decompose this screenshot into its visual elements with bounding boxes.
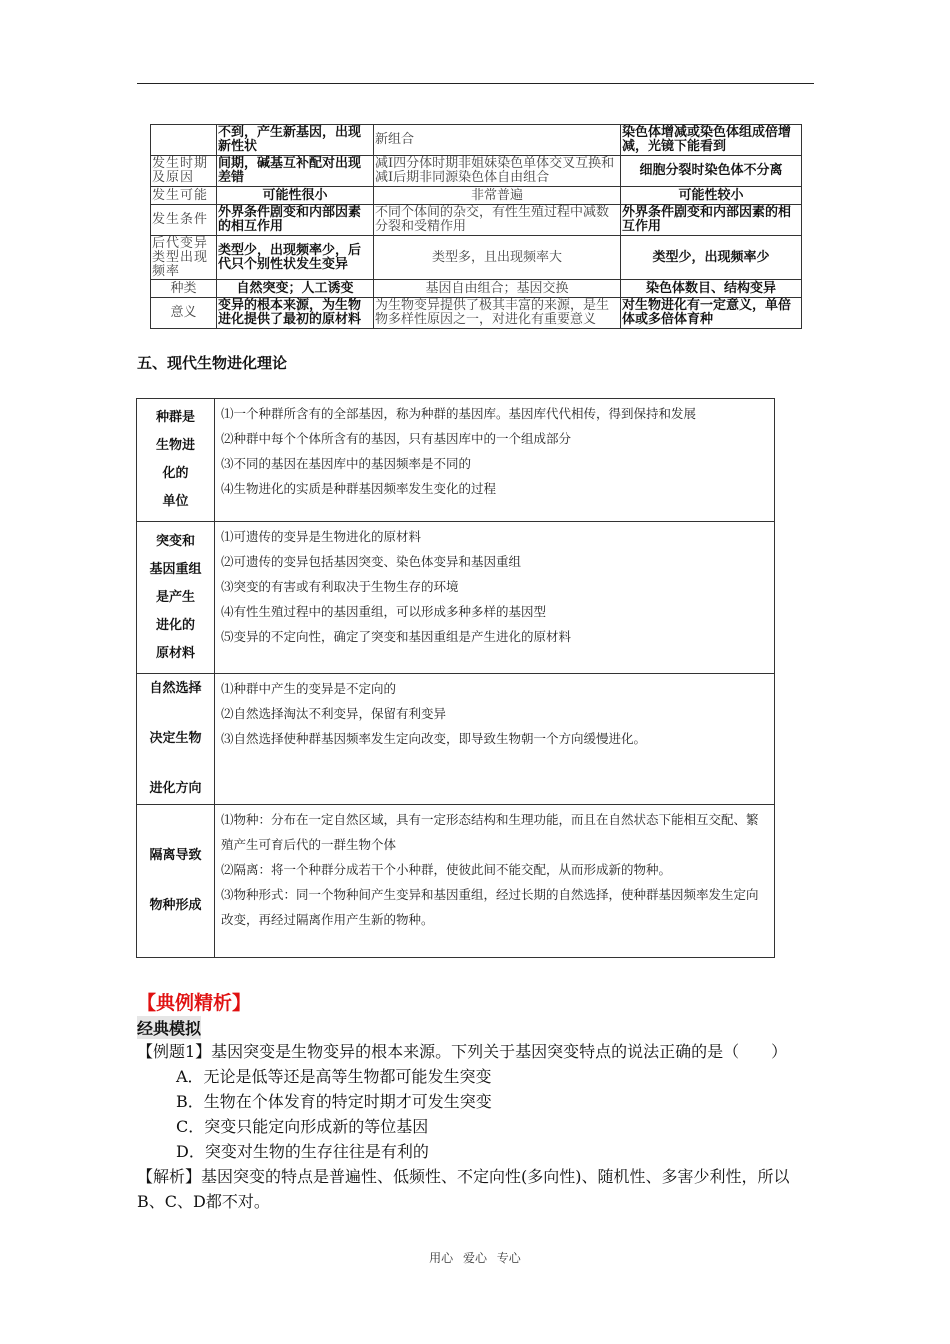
heading-line: 物种形成 [149,898,202,913]
heading-line: 决定生物 [149,731,202,746]
heading-line: 生物进 [155,438,195,453]
heading-line: 是产生 [155,589,195,605]
heading-line: 化的 [162,466,189,481]
chromosome-variation-cell: 对生物进化有一定意义，单倍体或多倍体育种 [621,298,802,329]
heading-line: 原材料 [155,645,195,661]
table-row [137,522,775,674]
table-row [137,805,775,958]
option-b: B．生物在个体发育的特定时期才可发生突变 [176,1092,492,1111]
row-heading [137,674,215,805]
chromosome-variation-cell: 外界条件剧变和内部因素的相互作用 [621,205,802,236]
option-a: A．无论是低等还是高等生物都可能发生突变 [176,1067,492,1086]
row-label: 发生可能 [151,187,217,205]
chromosome-variation-cell: 类型少，出现频率少 [621,236,802,280]
heading-line: 进化的 [155,617,195,633]
table-row [151,298,802,329]
heading-line: 隔离导致 [149,848,202,863]
heading-line: 单位 [162,494,189,509]
list-item: ⑷生物进化的实质是种群基因频率发生变化的过程 [221,481,497,496]
chromosome-variation-cell: 细胞分裂时染色体不分离 [621,156,802,187]
list-item: ⑴可遗传的变异是生物进化的原材料 [221,529,422,544]
list-item: ⑶自然选择使种群基因频率发生定向改变，即导致生物朝一个方向缓慢进化。 [221,731,647,746]
table-row [151,187,802,205]
analysis-text: 【解析】基因突变的特点是普遍性、低频性、不定向性(多向性)、随机性、多害少利性，所以B、C、D都不对。 [137,1167,790,1211]
table-row [151,125,802,156]
gene-mutation-cell: 间期，碱基互补配对出现差错 [217,156,374,187]
row-label: 后代变异类型出现频率 [151,236,217,280]
gene-mutation-cell: 不到，产生新基因，出现新性状 [217,125,374,156]
gene-mutation-cell: 自然突变；人工诱变 [217,280,374,298]
gene-recombination-cell: 基因自由组合；基因交换 [374,280,621,298]
row-label [151,125,217,156]
row-label: 发生条件 [151,205,217,236]
heading-line: 自然选择 [149,681,202,696]
row-content [215,805,775,958]
row-content [215,522,775,674]
table-row [151,236,802,280]
heading-line: 种群是 [155,410,195,425]
section-title: 五、现代生物进化理论 [137,354,288,372]
list-item: ⑶不同的基因在基因库中的基因频率是不同的 [221,456,472,471]
row-label: 种类 [151,280,217,298]
option-d: D．突变对生物的生存往往是有利的 [176,1142,429,1161]
table-row [151,280,802,298]
gene-recombination-cell: 为生物变异提供了极其丰富的来源，是生物多样性原因之一，对进化有重要意义 [374,298,621,329]
chromosome-variation-cell: 染色体数目、结构变异 [621,280,802,298]
list-item: ⑴物种：分布在一定自然区域，具有一定形态结构和生理功能，而且在自然状态下能相互交配、繁殖产生可育后代的一群生物个体 [221,812,759,852]
list-item: ⑵隔离：将一个种群分成若干个小种群，使彼此间不能交配，从而形成新的物种。 [221,862,672,877]
chromosome-variation-cell: 染色体增减或染色体组成倍增减，光镜下能看到 [621,125,802,156]
row-heading [137,399,215,522]
page-footer: 用心 爱心 专心 [429,1251,521,1265]
heading-line: 进化方向 [149,781,202,796]
variation-comparison-table [150,124,802,329]
list-item: ⑵可遗传的变异包括基因突变、染色体变异和基因重组 [221,554,522,569]
row-heading [137,805,215,958]
gene-mutation-cell: 变异的根本来源，为生物进化提供了最初的原材料 [217,298,374,329]
chromosome-variation-cell: 可能性较小 [621,187,802,205]
gene-mutation-cell: 外界条件剧变和内部因素的相互作用 [217,205,374,236]
list-item: ⑷有性生殖过程中的基因重组，可以形成多种多样的基因型 [221,604,547,619]
list-item: ⑵自然选择淘汰不利变异，保留有利变异 [221,706,447,721]
list-item: ⑸变异的不定向性，确定了突变和基因重组是产生进化的原材料 [221,629,572,644]
row-label: 发生时期及原因 [151,156,217,187]
table-row [151,156,802,187]
evolution-theory-table [136,398,775,958]
row-label: 意义 [151,298,217,329]
table-row [137,399,775,522]
list-item: ⑴一个种群所含有的全部基因，称为种群的基因库。基因库代代相传，得到保持和发展 [221,406,697,421]
gene-mutation-cell: 可能性很小 [217,187,374,205]
row-content [215,399,775,522]
gene-recombination-cell: 不同个体间的杂交，有性生殖过程中减数分裂和受精作用 [374,205,621,236]
row-content [215,674,775,805]
option-c: C．突变只能定向形成新的等位基因 [176,1117,429,1136]
example-subheading: 经典模拟 [137,1016,201,1039]
table-row [137,674,775,805]
list-item: ⑶物种形式：同一个物种间产生变异和基因重组，经过长期的自然选择，使种群基因频率发生定向改变，再经过隔离作用产生新的物种。 [221,887,759,927]
heading-line: 基因重组 [149,561,202,577]
row-heading [137,522,215,674]
gene-recombination-cell: 新组合 [374,125,621,156]
heading-line: 突变和 [155,533,195,549]
question-text: 【例题1】基因突变是生物变异的根本来源。下列关于基因突变特点的说法正确的是（ ） [137,1042,788,1061]
gene-recombination-cell: 减Ⅰ四分体时期非姐妹染色单体交叉互换和减Ⅰ后期非同源染色体自由组合 [374,156,621,187]
list-item: ⑵种群中每个个体所含有的基因，只有基因库中的一个组成部分 [221,431,572,446]
example-heading: 【典例精析】 [137,992,252,1014]
gene-recombination-cell: 非常普遍 [374,187,621,205]
header-rule [137,83,814,84]
table-row [151,205,802,236]
gene-recombination-cell: 类型多，且出现频率大 [374,236,621,280]
list-item: ⑴种群中产生的变异是不定向的 [221,681,397,696]
list-item: ⑶突变的有害或有利取决于生物生存的环境 [221,579,459,594]
gene-mutation-cell: 类型少，出现频率少，后代只个别性状发生变异 [217,236,374,280]
